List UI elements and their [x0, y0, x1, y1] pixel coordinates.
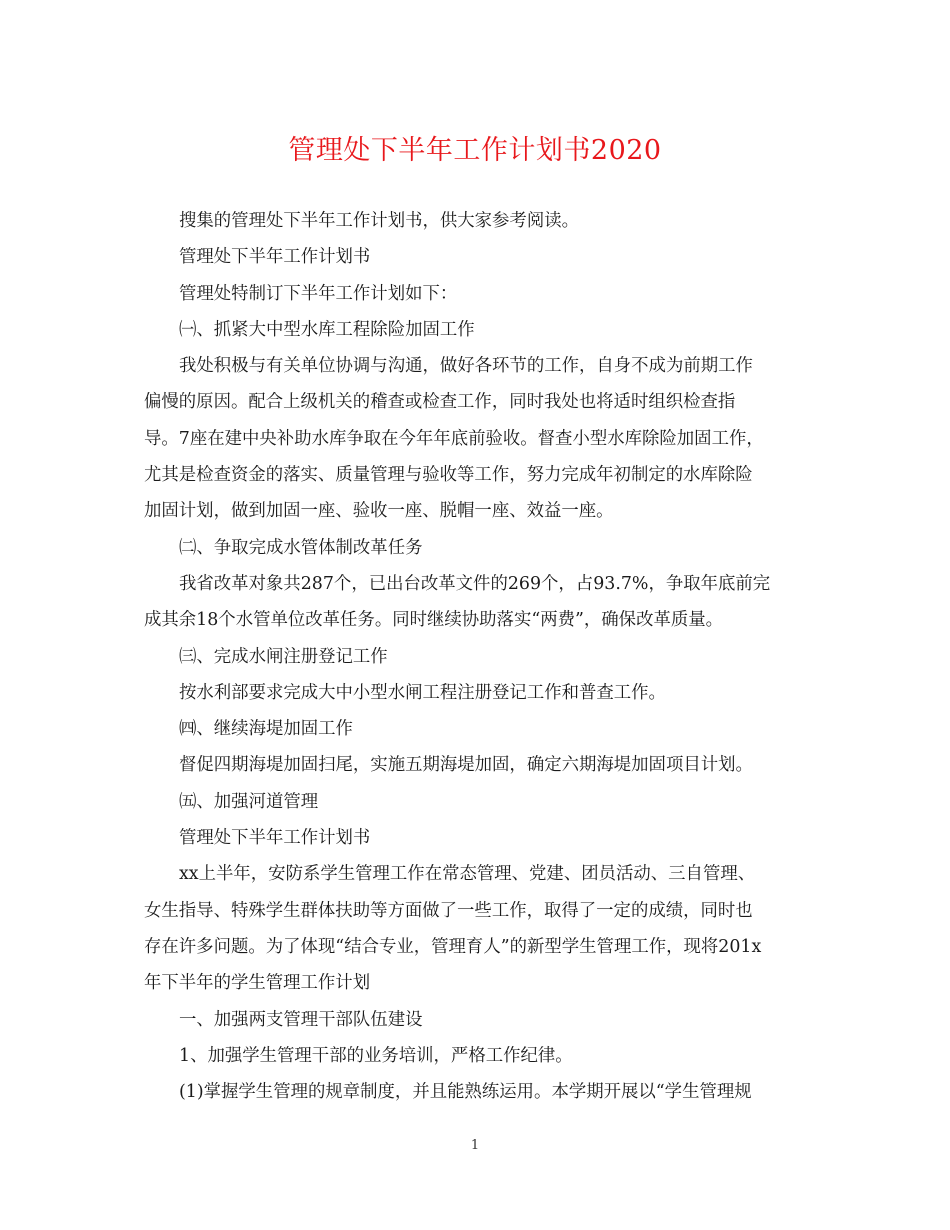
paragraph-line: 成其余18个水管单位改革任务。同时继续协助落实“两费”，确保改革质量。 [144, 610, 724, 631]
paragraph-line: 加固计划，做到加固一座、验收一座、脱帽一座、效益一座。 [144, 501, 614, 522]
paragraph-line: 督促四期海堤加固扫尾，实施五期海堤加固，确定六期海堤加固项目计划。 [179, 755, 753, 776]
document-title: 管理处下半年工作计划书2020 [288, 135, 662, 166]
paragraph-line: 尤其是检查资金的落实、质量管理与验收等工作，努力完成年初制定的水库除险 [144, 465, 753, 486]
paragraph-line: 偏慢的原因。配合上级机关的稽查或检查工作，同时我处也将适时组织检查指 [144, 392, 736, 413]
paragraph-line: ㈢、完成水闸注册登记工作 [179, 646, 388, 667]
paragraph-line: 管理处下半年工作计划书 [179, 247, 371, 268]
paragraph-line: 导。7座在建中央补助水库争取在今年年底前验收。督查小型水库除险加固工作， [144, 428, 764, 449]
paragraph-line: ㈣、继续海堤加固工作 [179, 719, 353, 740]
paragraph-line: 1、加强学生管理干部的业务培训，严格工作纪律。 [179, 1045, 573, 1066]
document-body [144, 203, 810, 1110]
paragraph-line: 年下半年的学生管理工作计划 [144, 973, 371, 994]
paragraph-line: ㈠、抓紧大中型水库工程除险加固工作 [179, 319, 475, 340]
paragraph-line: 按水利部要求完成大中小型水闸工程注册登记工作和普查工作。 [179, 682, 666, 703]
paragraph-line: (1)掌握学生管理的规章制度，并且能熟练运用。本学期开展以“学生管理规 [179, 1082, 752, 1103]
paragraph-line: xx上半年，安防系学生管理工作在常态管理、党建、团员活动、三自管理、 [179, 864, 756, 885]
paragraph-line: ㈤、加强河道管理 [179, 791, 319, 812]
paragraph-line: 存在许多问题。为了体现“结合专业，管理育人”的新型学生管理工作，现将201x [144, 936, 762, 957]
paragraph-line: 管理处特制订下半年工作计划如下： [179, 283, 458, 304]
paragraph-line: 一、加强两支管理干部队伍建设 [179, 1009, 423, 1030]
page-number: 1 [470, 1138, 480, 1153]
paragraph-line: 我处积极与有关单位协调与沟通，做好各环节的工作，自身不成为前期工作 [179, 356, 753, 377]
paragraph-line: 管理处下半年工作计划书 [179, 828, 371, 849]
paragraph-line: 女生指导、特殊学生群体扶助等方面做了一些工作，取得了一定的成绩，同时也 [144, 900, 753, 921]
paragraph-line: 搜集的管理处下半年工作计划书，供大家参考阅读。 [179, 211, 579, 231]
paragraph-line: ㈡、争取完成水管体制改革任务 [179, 537, 423, 558]
paragraph-line: 我省改革对象共287个，已出台改革文件的269个，占93.7%，争取年底前完 [179, 573, 771, 594]
